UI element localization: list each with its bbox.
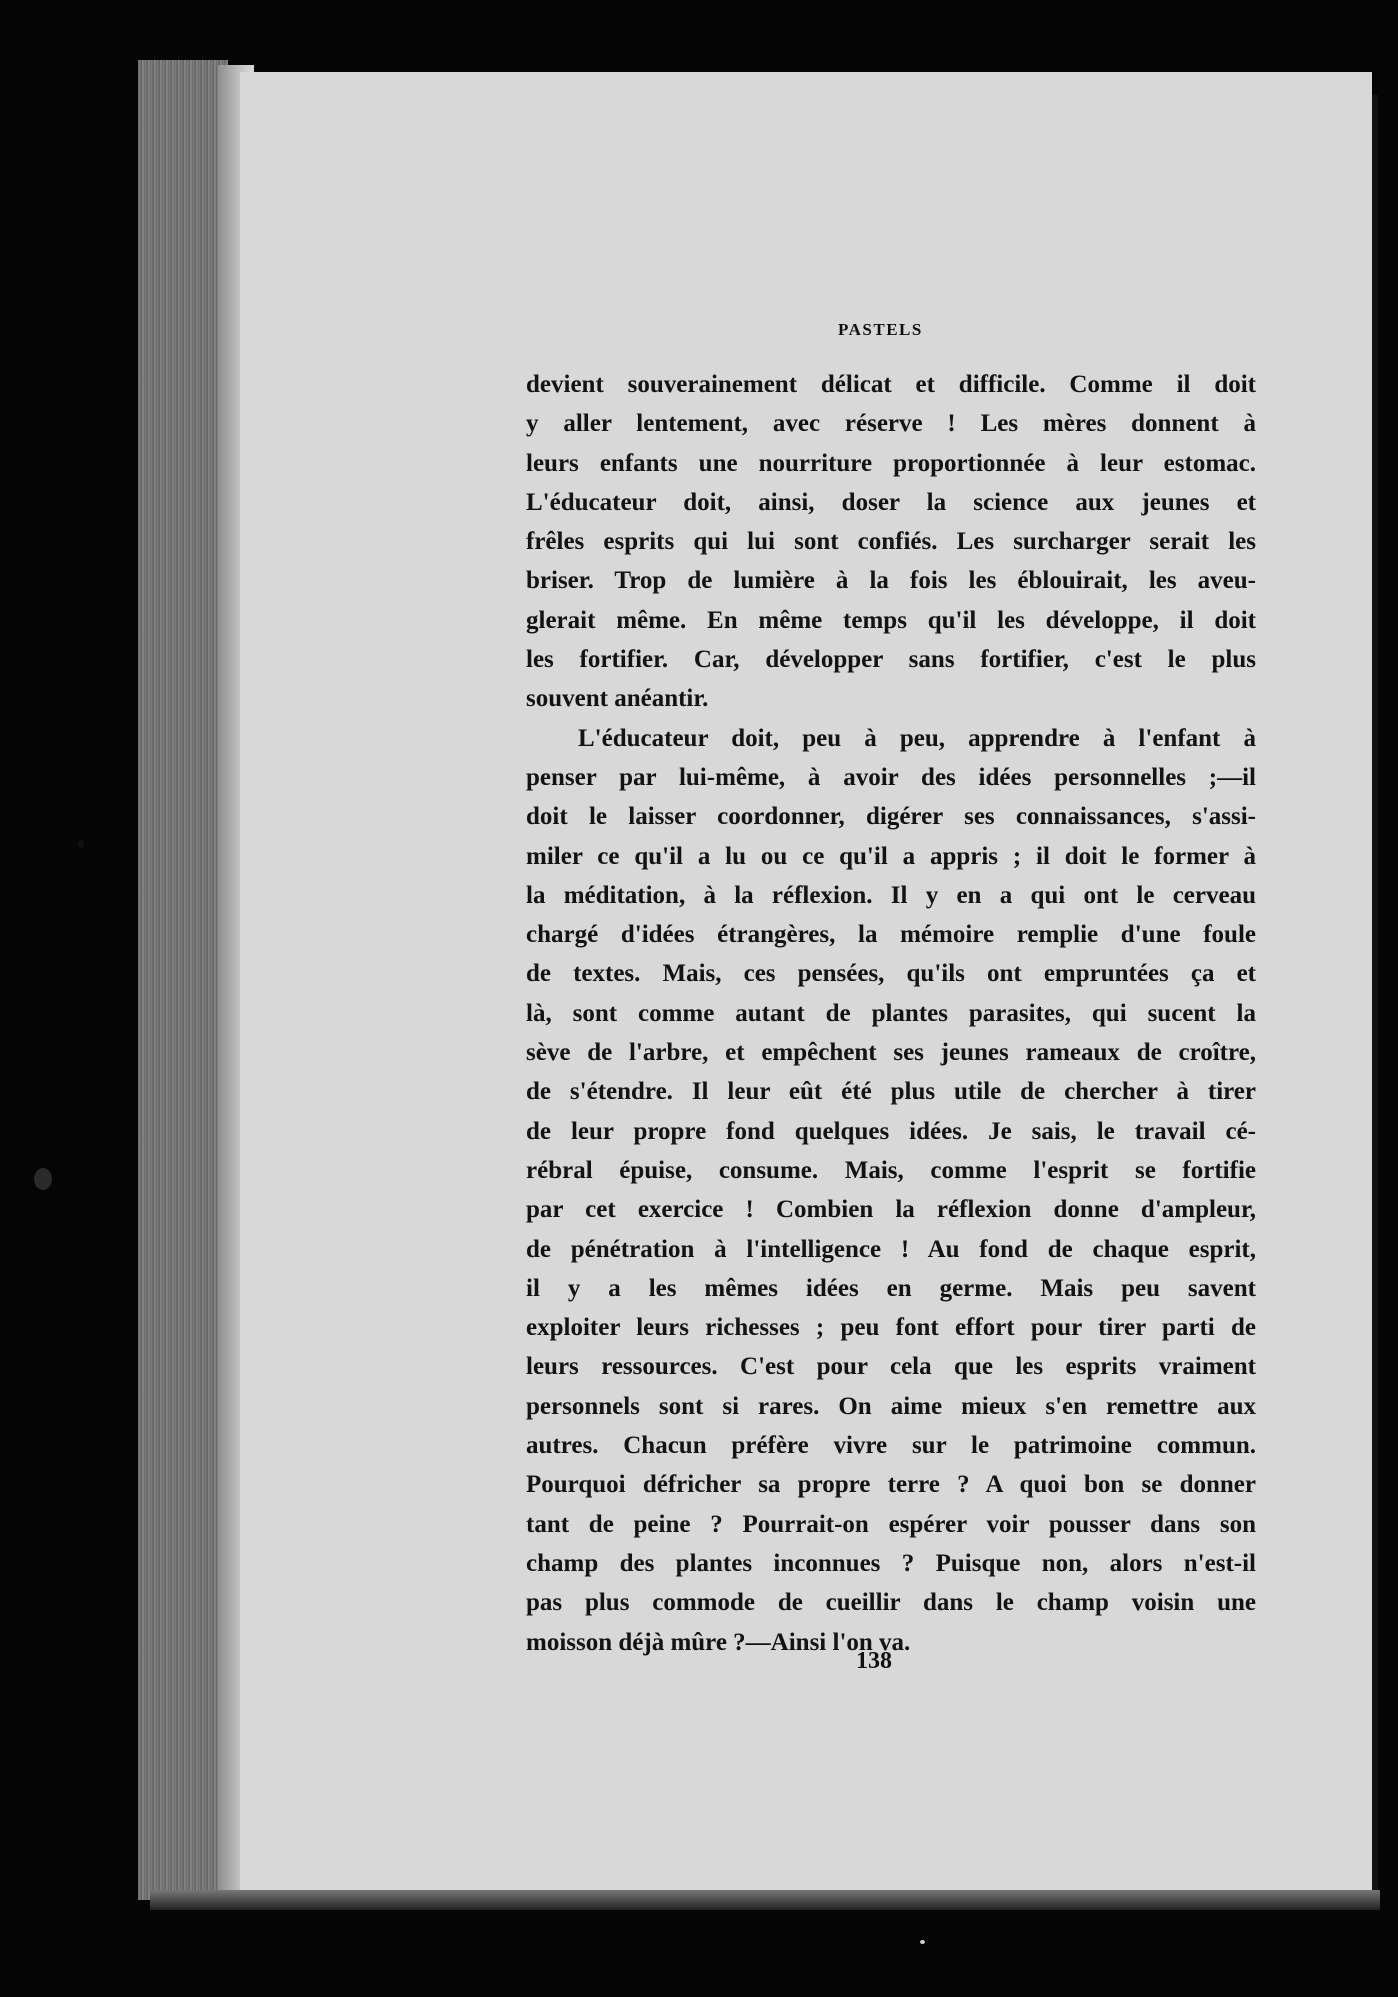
text-line: les fortifier. Car, développer sans fortifier, c'est le plus — [526, 646, 1256, 674]
text-line: miler ce qu'il a lu ou ce qu'il a appris ; il doit le former à — [526, 842, 1256, 870]
scan-speck — [34, 1168, 52, 1190]
text-line: briser. Trop de lumière à la fois les éblouirait, les aveu- — [526, 567, 1256, 595]
text-line: penser par lui-même, à avoir des idées personnelles ;—il — [526, 763, 1256, 791]
scan-speck — [920, 1940, 925, 1944]
text-line: de leur propre fond quelques idées. Je sais, le travail cé- — [526, 1117, 1256, 1145]
text-line: L'éducateur doit, ainsi, doser la science aux jeunes et — [526, 488, 1256, 516]
scan-speck — [78, 840, 84, 848]
text-line: là, sont comme autant de plantes parasites, qui sucent la — [526, 999, 1256, 1027]
text-line: de textes. Mais, ces pensées, qu'ils ont empruntées ça et — [526, 960, 1256, 988]
text-line: devient souverainement délicat et difficile. Comme il doit — [526, 371, 1256, 398]
text-line: souvent anéantir. — [526, 685, 709, 713]
text-line: champ des plantes inconnues ? Puisque non, alors n'est-il — [526, 1549, 1256, 1577]
text-line: exploiter leurs richesses ; peu font effort pour tirer parti de — [526, 1314, 1256, 1342]
page-number: 138 — [856, 1648, 892, 1674]
text-line: frêles esprits qui lui sont confiés. Les surcharger serait les — [526, 528, 1256, 556]
running-head: PASTELS — [838, 320, 923, 339]
text-line: Pourquoi défricher sa propre terre ? A quoi bon se donner — [526, 1471, 1256, 1499]
text-line: rébral épuise, consume. Mais, comme l'esprit se fortifie — [526, 1156, 1256, 1184]
book-page-edges — [138, 60, 228, 1900]
text-line: de s'étendre. Il leur eût été plus utile de chercher à tirer — [526, 1078, 1256, 1106]
body-text — [526, 365, 1256, 1662]
text-line: L'éducateur doit, peu à peu, apprendre à l'enfant à — [578, 724, 1256, 752]
text-line: glerait même. En même temps qu'il les développe, il doit — [526, 606, 1256, 634]
text-line: de pénétration à l'intelligence ! Au fond de chaque esprit, — [526, 1235, 1256, 1263]
text-line: la méditation, à la réflexion. Il y en a qui ont le cerveau — [526, 881, 1256, 909]
text-line: moisson déjà mûre ?—Ainsi l'on va. — [526, 1628, 911, 1656]
text-line: leurs enfants une nourriture proportionnée à leur estomac. — [526, 449, 1256, 477]
text-line: tant de peine ? Pourrait-on espérer voir pousser dans son — [526, 1510, 1256, 1538]
text-line: pas plus commode de cueillir dans le champ voisin une — [526, 1589, 1256, 1617]
text-line: il y a les mêmes idées en germe. Mais peu savent — [526, 1274, 1256, 1302]
text-line: chargé d'idées étrangères, la mémoire remplie d'une foule — [526, 921, 1256, 949]
text-line: autres. Chacun préfère vivre sur le patrimoine commun. — [526, 1432, 1256, 1460]
text-line: doit le laisser coordonner, digérer ses connaissances, s'assi- — [526, 803, 1256, 831]
text-line: y aller lentement, avec réserve ! Les mères donnent à — [526, 410, 1256, 438]
page-bottom-edge — [150, 1890, 1380, 1910]
text-line: sève de l'arbre, et empêchent ses jeunes rameaux de croître, — [526, 1039, 1256, 1067]
text-line: par cet exercice ! Combien la réflexion donne d'ampleur, — [526, 1196, 1256, 1224]
page-right-edge — [1372, 95, 1378, 1900]
text-line: leurs ressources. C'est pour cela que les esprits vraiment — [526, 1353, 1256, 1381]
text-line: personnels sont si rares. On aime mieux s'en remettre aux — [526, 1392, 1256, 1420]
